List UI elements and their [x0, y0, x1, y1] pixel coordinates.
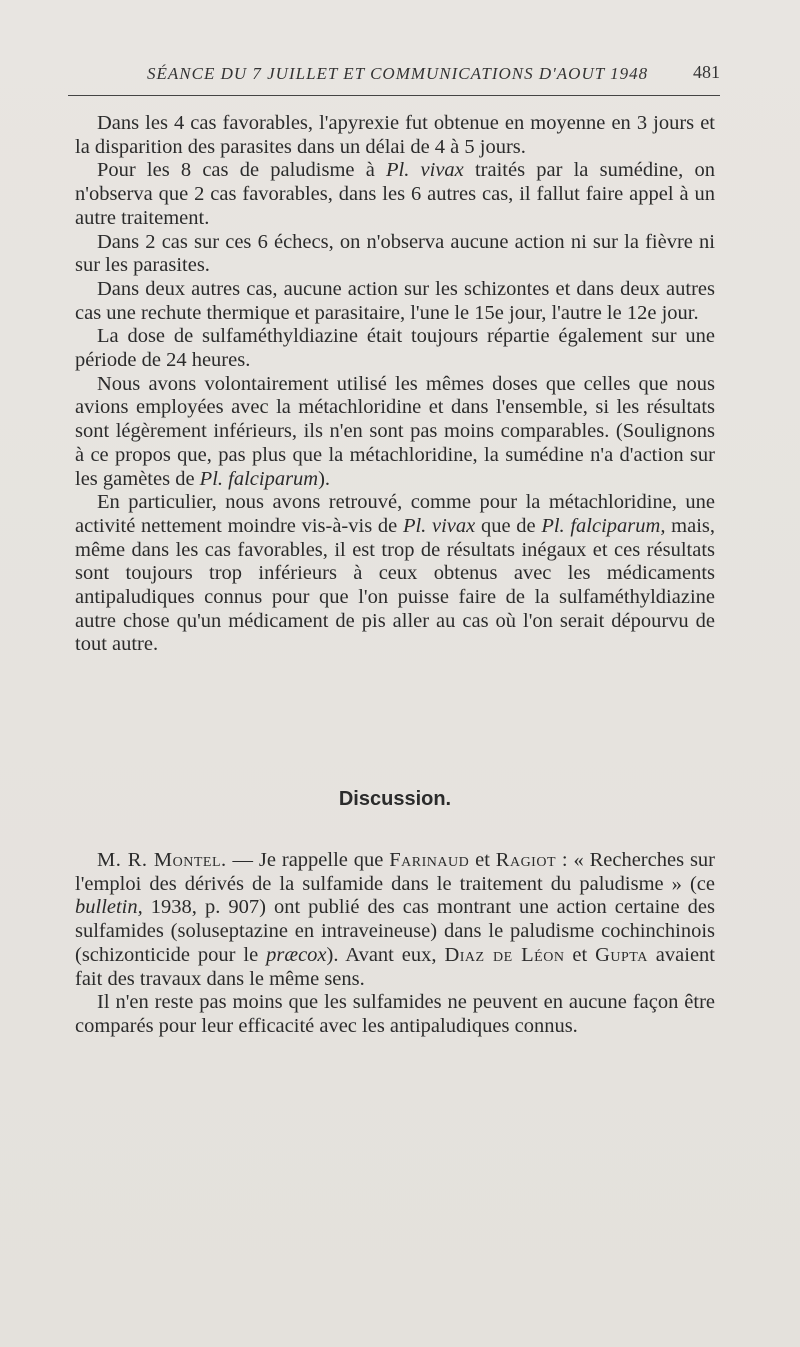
- author-name: Diaz de Léon: [444, 943, 565, 966]
- paragraph: M. R. Montel. — Je rappelle que Farinaud et Ragiot : « Recherches sur l'emploi des dérivés de la sulfamide dans le traitement du paludisme » (ce bulletin, 1938, p. 907) ont publié des cas montrant une action certaine des sulfamides (soluseptazine en intraveineuse) dans le paludisme cochinchinois (schizonticide pour le præcox). Avant eux, Diaz de Léon et Gupta avaient fait des travaux dans le même sens.: [75, 849, 715, 990]
- paragraph: Dans deux autres cas, aucune action sur les schizontes et dans deux autres cas une rechute thermique et parasitaire, l'une le 15e jour, l'autre le 12e jour.: [75, 277, 715, 324]
- running-title: SÉANCE DU 7 JUILLET ET COMMUNICATIONS D'AOUT 1948: [147, 64, 649, 83]
- species-name: Pl. vivax: [385, 159, 464, 182]
- discussion-heading: Discussion.: [338, 788, 452, 810]
- species-name: Pl. vivax: [402, 514, 476, 537]
- paragraph: Il n'en reste pas moins que les sulfamides ne peuvent en aucune façon être comparés pour leur efficacité avec les antipaludiques connus.: [75, 991, 715, 1037]
- paragraph: La dose de sulfaméthyldiazine était toujours répartie également sur une période de 24 heures.: [75, 325, 715, 372]
- running-head: [95, 62, 720, 88]
- header-rule: [68, 95, 720, 96]
- paragraph: Dans les 4 cas favorables, l'apyrexie fut obtenue en moyenne en 3 jours et la disparition des parasites dans un délai de 4 à 5 jours.: [75, 112, 715, 158]
- species-name: præcox: [266, 943, 327, 966]
- species-name: Pl. falciparum,: [541, 514, 666, 537]
- paragraph: Nous avons volontairement utilisé les mêmes doses que celles que nous avions employées avec la métachloridine et dans l'ensemble, si les résultats sont légèrement inférieurs, ils n'en sont pas moins comparables. (Soulignons à ce propos que, pas plus que la métachloridine, la sumédine n'a d'action sur les gamètes de Pl. falciparum).: [75, 372, 715, 490]
- species-name: Pl. falciparum: [199, 467, 319, 490]
- speaker-name: M. R. Montel.: [97, 849, 227, 871]
- journal-name: bulletin,: [75, 896, 143, 919]
- discussion-body: [75, 849, 715, 1039]
- page-number: 481: [693, 62, 720, 82]
- author-name: Gupta: [595, 943, 648, 966]
- paragraph: En particulier, nous avons retrouvé, comme pour la métachloridine, une activité nettement moindre vis-à-vis de Pl. vivax que de Pl. falciparum, mais, même dans les cas favorables, il est trop de résultats inégaux et ces résultats sont toujours trop inférieurs à ceux obtenus avec les médicaments antipaludiques connus pour que l'on puisse faire de la sulfaméthyldiazine autre chose qu'un médicament de pis aller au cas où l'on serait dépourvu de tout autre.: [75, 491, 715, 656]
- author-name: Ragiot: [495, 849, 556, 871]
- author-name: Farinaud: [389, 849, 470, 871]
- article-body: [75, 112, 715, 657]
- paragraph: Dans 2 cas sur ces 6 échecs, on n'observa aucune action ni sur la fièvre ni sur les parasites.: [75, 230, 715, 277]
- paragraph: Pour les 8 cas de paludisme à Pl. vivax traités par la sumédine, on n'observa que 2 cas favorables, dans les 6 autres cas, il fallut faire appel à un autre traitement.: [75, 159, 715, 229]
